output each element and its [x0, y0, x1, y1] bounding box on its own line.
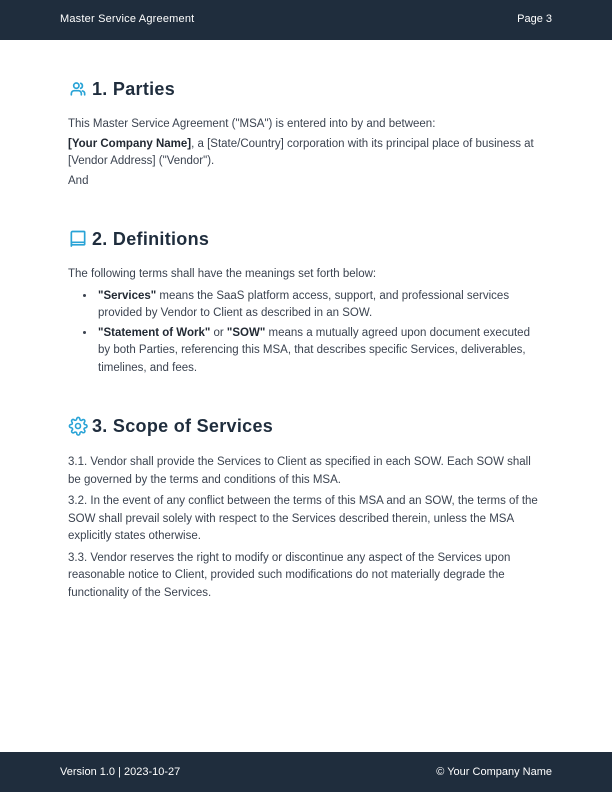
list-item [96, 325, 544, 378]
definitions-intro-paragraph: The following terms shall have the meanings set forth below: [68, 268, 377, 280]
document-footer [0, 752, 612, 792]
section-definitions [0, 228, 612, 377]
header-document-title: Master Service Agreement [60, 13, 195, 25]
section-scope-of-services [0, 415, 612, 602]
section-heading [68, 228, 544, 250]
definition-text-services: means the SaaS platform access, support, and professional services provided by Vendor to Client as described in an SOW. [98, 289, 510, 319]
definition-text-sow: means a mutually agreed upon document executed by both Parties, referencing this MSA, that describes specific Services, deliverables, timelines, and fees. [98, 326, 530, 374]
footer-version-text: Version 1.0 | 2023-10-27 [60, 766, 181, 778]
vendor-company-name: [Your Company Name] [68, 137, 192, 150]
definitions-list [68, 288, 544, 378]
parties-vendor-paragraph [68, 136, 544, 171]
definition-term-sow: "Statement of Work" [98, 326, 211, 339]
header-page-number: Page 3 [517, 13, 552, 25]
book-icon [68, 229, 88, 249]
clause-3-2: 3.2. In the event of any conflict between the terms of this MSA and an SOW, the terms of the SOW shall prevail solely with respect to the Services described therein, unless the MSA explicitly states otherwise. [68, 495, 538, 542]
footer-copyright-text: © Your Company Name [436, 766, 552, 778]
section-heading [68, 415, 544, 437]
clause-3-3: 3.3. Vendor reserves the right to modify or discontinue any aspect of the Services upon reasonable notice to Client, provided such modifications do not materially degrade the functionality of the Services. [68, 551, 511, 599]
section-parties [0, 78, 612, 190]
parties-and-paragraph: And [68, 174, 89, 187]
definition-term-joiner: or [210, 326, 227, 339]
clause-3-1: 3.1. Vendor shall provide the Services to Client as specified in each SOW. Each SOW shall be governed by the terms and conditions of this MSA. [68, 456, 531, 486]
definition-term-sow-abbrev: "SOW" [226, 326, 266, 339]
list-item [96, 288, 544, 323]
document-body [0, 40, 612, 606]
people-icon [68, 79, 88, 99]
gear-icon [68, 416, 88, 436]
parties-intro-paragraph: This Master Service Agreement ("MSA") is entered into by and between: [68, 118, 436, 130]
section-title: 2. Definitions [92, 229, 210, 249]
definition-term-services: "Services" [98, 289, 157, 302]
section-title: 3. Scope of Services [92, 416, 274, 436]
section-title: 1. Parties [92, 79, 176, 99]
document-header [0, 0, 612, 40]
vendor-description: , a [State/Country] corporation with its principal place of business at [Vendor Address] ("Vendor"). [68, 137, 534, 167]
section-heading [68, 78, 544, 100]
